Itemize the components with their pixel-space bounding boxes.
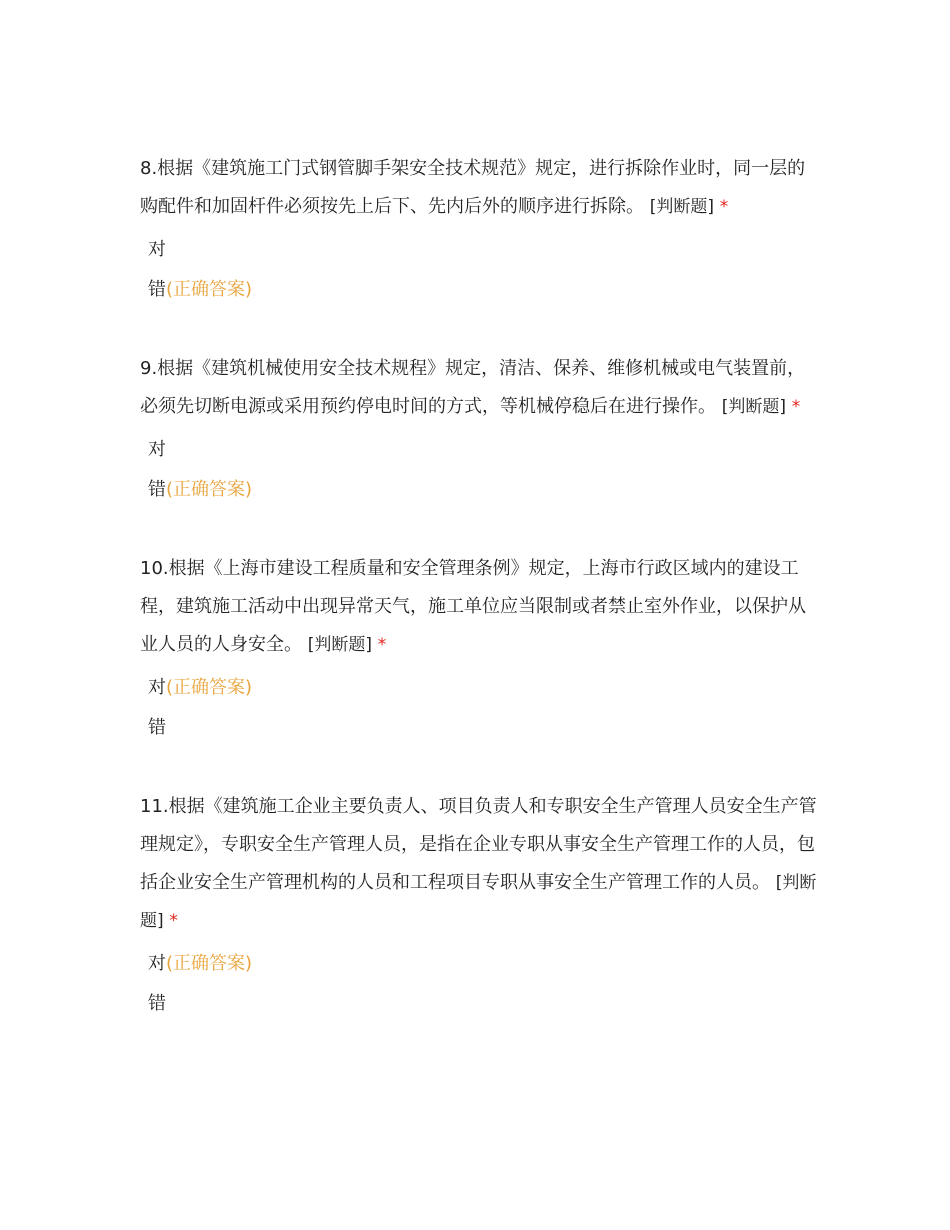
required-marker: * — [377, 635, 387, 655]
question-type: [判断题] — [721, 397, 786, 417]
option-label: 对 — [148, 439, 166, 460]
option-true[interactable] — [148, 668, 820, 708]
question-type: [判断题] — [649, 197, 714, 217]
option-label: 错 — [148, 279, 166, 300]
required-marker: * — [169, 911, 178, 931]
question-body: 11.根据《建筑施工企业主要负责人、项目负责人和专职安全生产管理人员安全生产管理规定》，专职安全生产管理人员，是指在企业专职从事安全生产管理工作的人员，包括企业安全生产管理机构的人员和工程项目专职从事安全生产管理工作的人员。 — [140, 796, 817, 893]
question-body: 9.根据《建筑机械使用安全技术规程》规定，清洁、保养、维修机械或电气装置前，必须先切断电源或采用预约停电时间的方式，等机械停稳后在进行操作。 — [140, 358, 806, 417]
option-label: 对 — [148, 677, 166, 698]
options — [140, 668, 820, 748]
option-label: 对 — [148, 239, 166, 260]
option-label: 对 — [148, 953, 166, 974]
question-type: [判断题] — [140, 873, 817, 931]
question-11 — [140, 788, 820, 1024]
correct-answer-tag: (正确答案) — [166, 953, 253, 974]
question-text — [140, 350, 820, 426]
question-text — [140, 150, 820, 226]
option-label: 错 — [148, 993, 166, 1014]
question-body: 8.根据《建筑施工门式钢管脚手架安全技术规范》规定，进行拆除作业时，同一层的购配件和加固杆件必须按先上后下、先内后外的顺序进行拆除。 — [140, 158, 806, 217]
option-label: 错 — [148, 717, 166, 738]
options — [140, 944, 820, 1024]
question-type: [判断题] — [307, 635, 372, 655]
required-marker: * — [791, 397, 801, 417]
correct-answer-tag: (正确答案) — [166, 677, 253, 698]
option-false[interactable] — [148, 984, 820, 1024]
correct-answer-tag: (正确答案) — [166, 479, 253, 500]
option-false[interactable] — [148, 708, 820, 748]
question-10 — [140, 550, 820, 748]
option-true[interactable] — [148, 944, 820, 984]
option-false[interactable] — [148, 470, 820, 510]
question-8 — [140, 150, 820, 310]
question-text — [140, 788, 820, 940]
question-body: 10.根据《上海市建设工程质量和安全管理条例》规定，上海市行政区域内的建设工程，建筑施工活动中出现异常天气，施工单位应当限制或者禁止室外作业，以保护从业人员的人身安全。 — [140, 558, 806, 655]
option-false[interactable] — [148, 270, 820, 310]
option-label: 错 — [148, 479, 166, 500]
options — [140, 430, 820, 510]
question-list — [140, 150, 820, 1024]
question-9 — [140, 350, 820, 510]
option-true[interactable] — [148, 430, 820, 470]
option-true[interactable] — [148, 230, 820, 270]
options — [140, 230, 820, 310]
required-marker: * — [719, 197, 729, 217]
question-text — [140, 550, 820, 664]
correct-answer-tag: (正确答案) — [166, 279, 253, 300]
